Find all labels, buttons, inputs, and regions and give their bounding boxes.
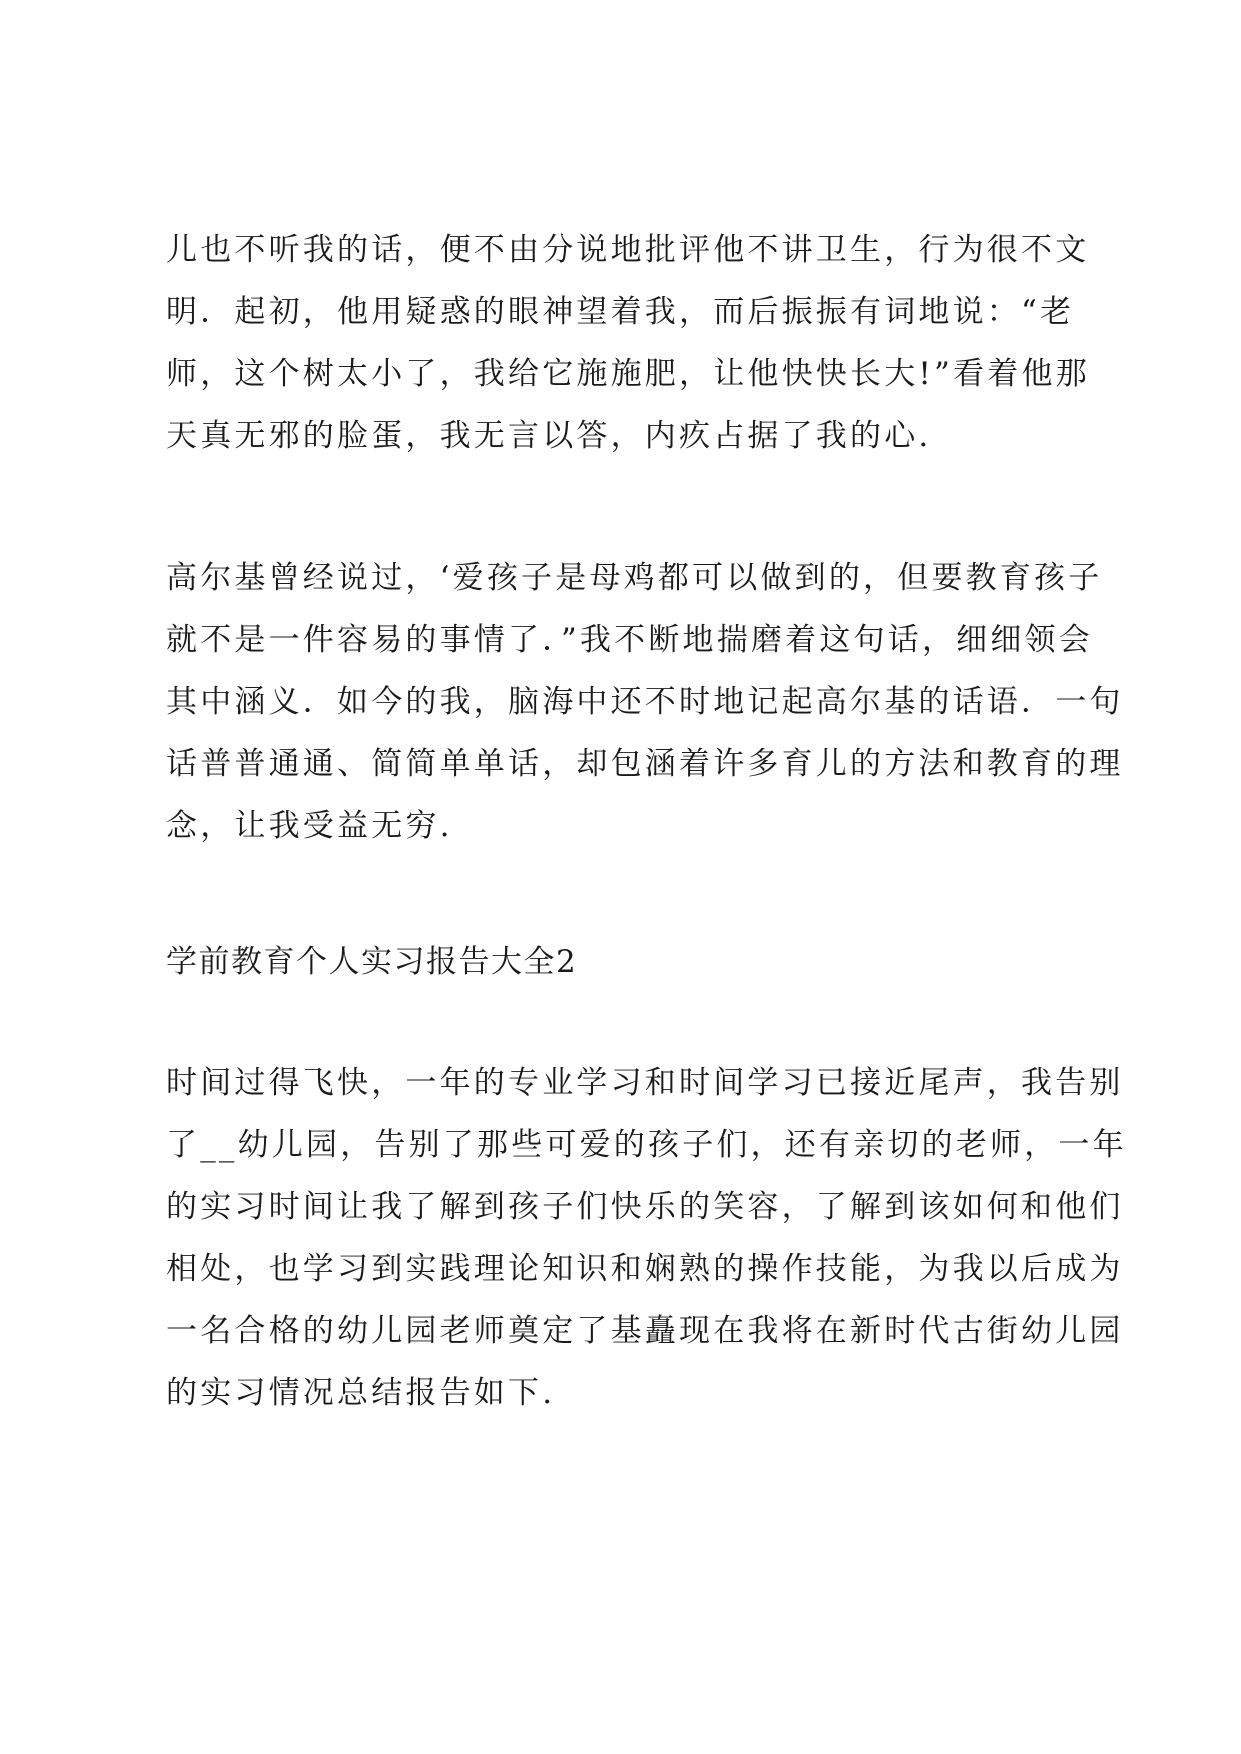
- section-heading-text: 学前教育个人实习报告大全2: [166, 944, 578, 980]
- paragraph-line: 的实习时间让我了解到孩子们快乐的笑容，了解到该如何和他们: [166, 1189, 1124, 1225]
- paragraph-line: 一名合格的幼儿园老师奠定了基矗现在我将在新时代古街幼儿园: [166, 1313, 1124, 1349]
- paragraph-1: [166, 219, 1096, 467]
- paragraph-line: 天真无邪的脸蛋，我无言以答，内疚占据了我的心.: [166, 418, 932, 454]
- paragraph-line: 就不是一件容易的事情了．”我不断地揣磨着这句话，细细领会: [166, 622, 1093, 658]
- paragraph-line: 师，这个树太小了，我给它施施肥，让他快快长大!”看着他那: [166, 356, 1090, 392]
- paragraph-line: 念，让我受益无穷.: [166, 808, 453, 844]
- paragraph-line: 其中涵义．如今的我，脑海中还不时地记起高尔基的话语．一句: [166, 684, 1124, 720]
- paragraph-2: [166, 547, 1124, 857]
- paragraph-line: 话普普通通、简简单单话，却包涵着许多育儿的方法和教育的理: [166, 746, 1124, 782]
- paragraph-line: 高尔基曾经说过，‘爱孩子是母鸡都可以做到的，但要教育孩子: [166, 560, 1103, 596]
- paragraph-line: 儿也不听我的话，便不由分说地批评他不讲卫生，行为很不文: [166, 232, 1090, 268]
- paragraph-line: 的实习情况总结报告如下.: [166, 1375, 556, 1411]
- paragraph-line: 时间过得飞快，一年的专业学习和时间学习已接近尾声，我告别: [166, 1065, 1124, 1101]
- section-heading: [166, 931, 1096, 993]
- paragraph-line: 了__幼儿园，告别了那些可爱的孩子们，还有亲切的老师，一年: [166, 1127, 1127, 1163]
- paragraph-3: [166, 1052, 1127, 1424]
- paragraph-line: 相处，也学习到实践理论知识和娴熟的操作技能，为我以后成为: [166, 1251, 1124, 1287]
- paragraph-line: 明．起初，他用疑惑的眼神望着我，而后振振有词地说：“老: [166, 294, 1075, 330]
